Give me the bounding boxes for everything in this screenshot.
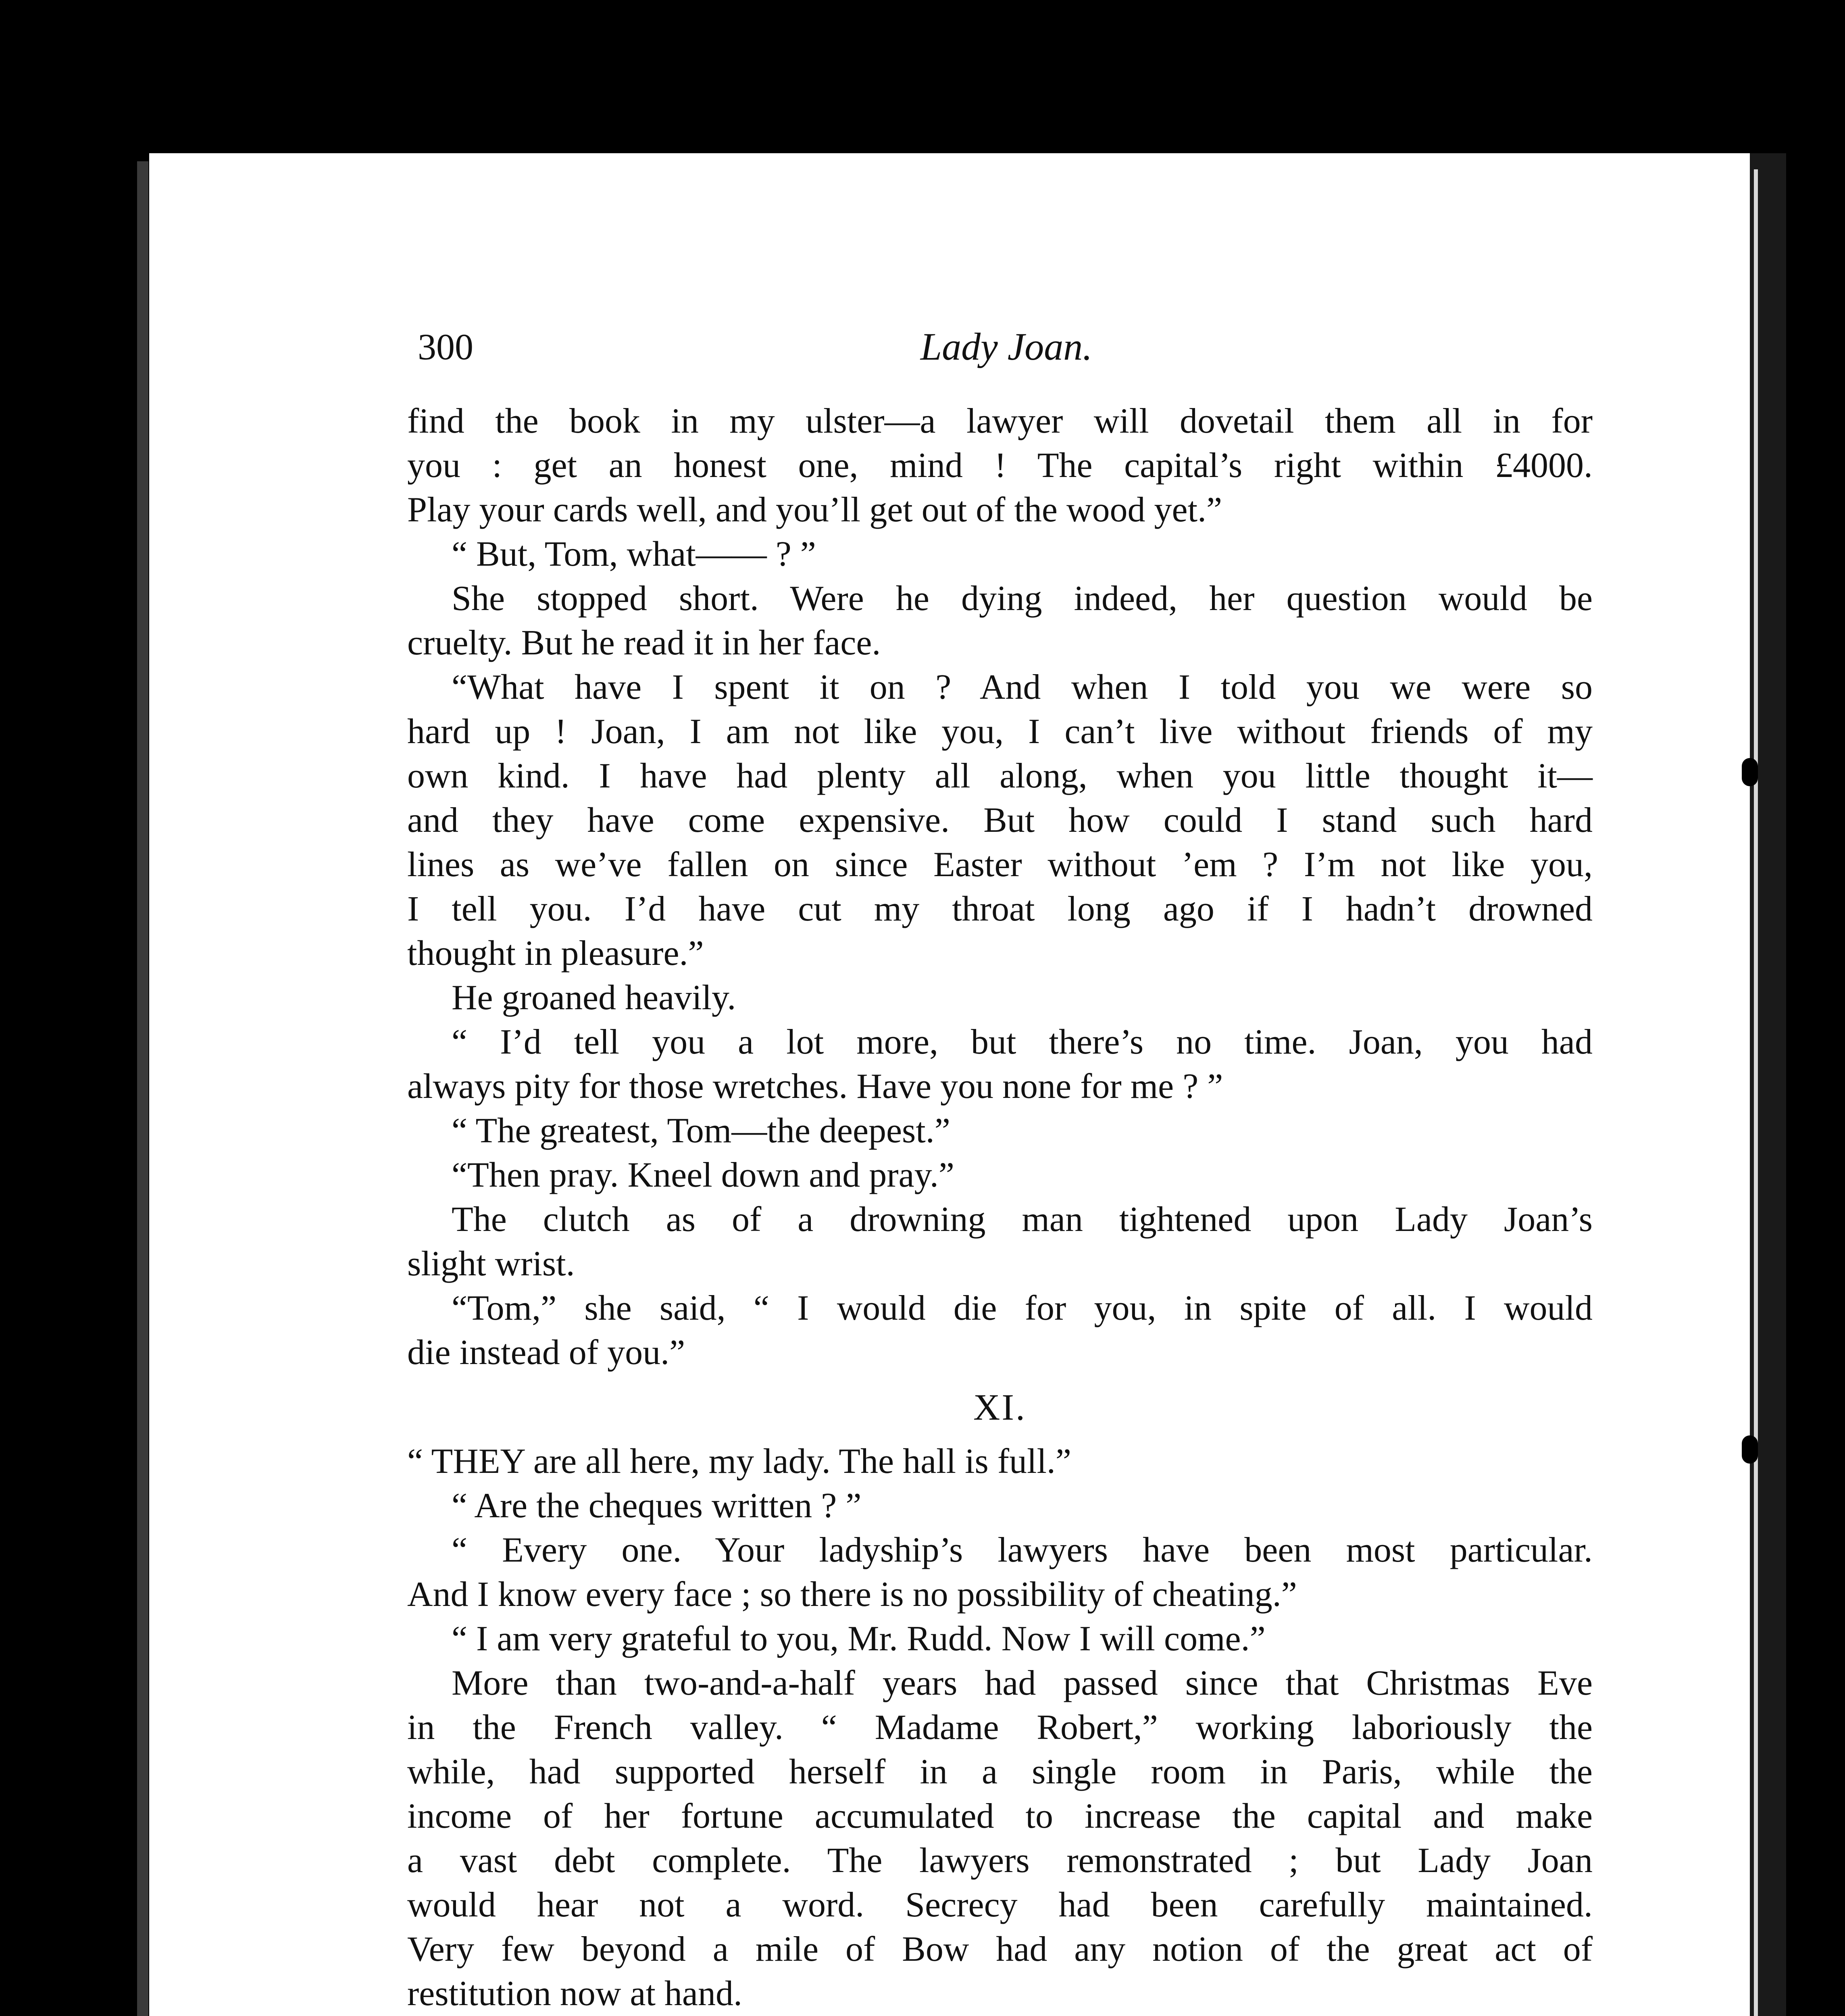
gutter-edge-line	[1754, 169, 1758, 2016]
text-line: “ Are the cheques written ? ”	[452, 1486, 862, 1525]
binding-mark	[1742, 1435, 1758, 1464]
text-line: “ THEY are all here, my lady. The hall is full.”	[407, 1442, 1071, 1481]
text-line: would hear not a word. Secrecy had been carefully maintained.	[407, 1885, 1593, 1924]
text-line: More than two-and-a-half years had passed since that Christmas Eve	[452, 1664, 1593, 1703]
text-line: income of her fortune accumulated to increase the capital and make	[407, 1797, 1593, 1836]
text-line: And I know every face ; so there is no possibility of cheating.”	[407, 1575, 1297, 1614]
text-line: “Tom,” she said, “ I would die for you, in spite of all. I would	[452, 1289, 1593, 1328]
text-line: “Then pray. Kneel down and pray.”	[452, 1156, 954, 1195]
text-line: “What have I spent it on ? And when I told you we were so	[452, 668, 1593, 707]
body-text	[407, 399, 1593, 2016]
text-line: in the French valley. “ Madame Robert,” working laboriously the	[407, 1708, 1593, 1747]
text-section-before	[407, 399, 1593, 1375]
text-line: “ The greatest, Tom—the deepest.”	[452, 1111, 950, 1150]
text-line: a vast debt complete. The lawyers remonstrated ; but Lady Joan	[407, 1841, 1593, 1880]
text-line: He groaned heavily.	[452, 978, 736, 1017]
page-number: 300	[418, 326, 473, 367]
text-line: lines as we’ve fallen on since Easter without ’em ? I’m not like you,	[407, 845, 1593, 884]
text-line: I tell you. I’d have cut my throat long ago if I hadn’t drowned	[407, 889, 1593, 929]
text-line: The clutch as of a drowning man tightened upon Lady Joan’s	[452, 1200, 1593, 1239]
text-line: slight wrist.	[407, 1244, 575, 1283]
text-line: Very few beyond a mile of Bow had any notion of the great act of	[407, 1930, 1593, 1969]
text-line: cruelty. But he read it in her face.	[407, 623, 881, 662]
page-header	[418, 323, 1595, 371]
text-line: find the book in my ulster—a lawyer will dovetail them all in for	[407, 402, 1593, 441]
text-line: “ I am very grateful to you, Mr. Rudd. Now I will come.”	[452, 1619, 1266, 1658]
binding-mark	[1742, 758, 1758, 786]
text-line: “ I’d tell you a lot more, but there’s no time. Joan, you had	[452, 1023, 1593, 1062]
text-line: “ Every one. Your ladyship’s lawyers have been most particular.	[452, 1531, 1593, 1570]
text-line: you : get an honest one, mind ! The capital’s right within £4000.	[407, 446, 1593, 485]
page-left-edge	[137, 161, 148, 2016]
text-line: thought in pleasure.”	[407, 934, 704, 973]
section-heading: XI.	[973, 1387, 1027, 1428]
running-title: Lady Joan.	[920, 325, 1093, 368]
text-line: own kind. I have had plenty all along, when you little thought it—	[407, 756, 1593, 796]
text-line: die instead of you.”	[407, 1333, 685, 1372]
text-line: hard up ! Joan, I am not like you, I can’t live without friends of my	[407, 712, 1593, 751]
text-section-after	[407, 1439, 1593, 2016]
text-line: She stopped short. Were he dying indeed, her question would be	[452, 579, 1593, 618]
text-line: always pity for those wretches. Have you none for me ? ”	[407, 1067, 1223, 1106]
text-line: restitution now at hand.	[407, 1974, 742, 2013]
text-line: and they have come expensive. But how could I stand such hard	[407, 801, 1593, 840]
text-line: while, had supported herself in a single room in Paris, while the	[407, 1752, 1593, 1791]
text-line: “ But, Tom, what—— ? ”	[452, 535, 816, 574]
text-line: Play your cards well, and you’ll get out of the wood yet.”	[407, 490, 1222, 529]
